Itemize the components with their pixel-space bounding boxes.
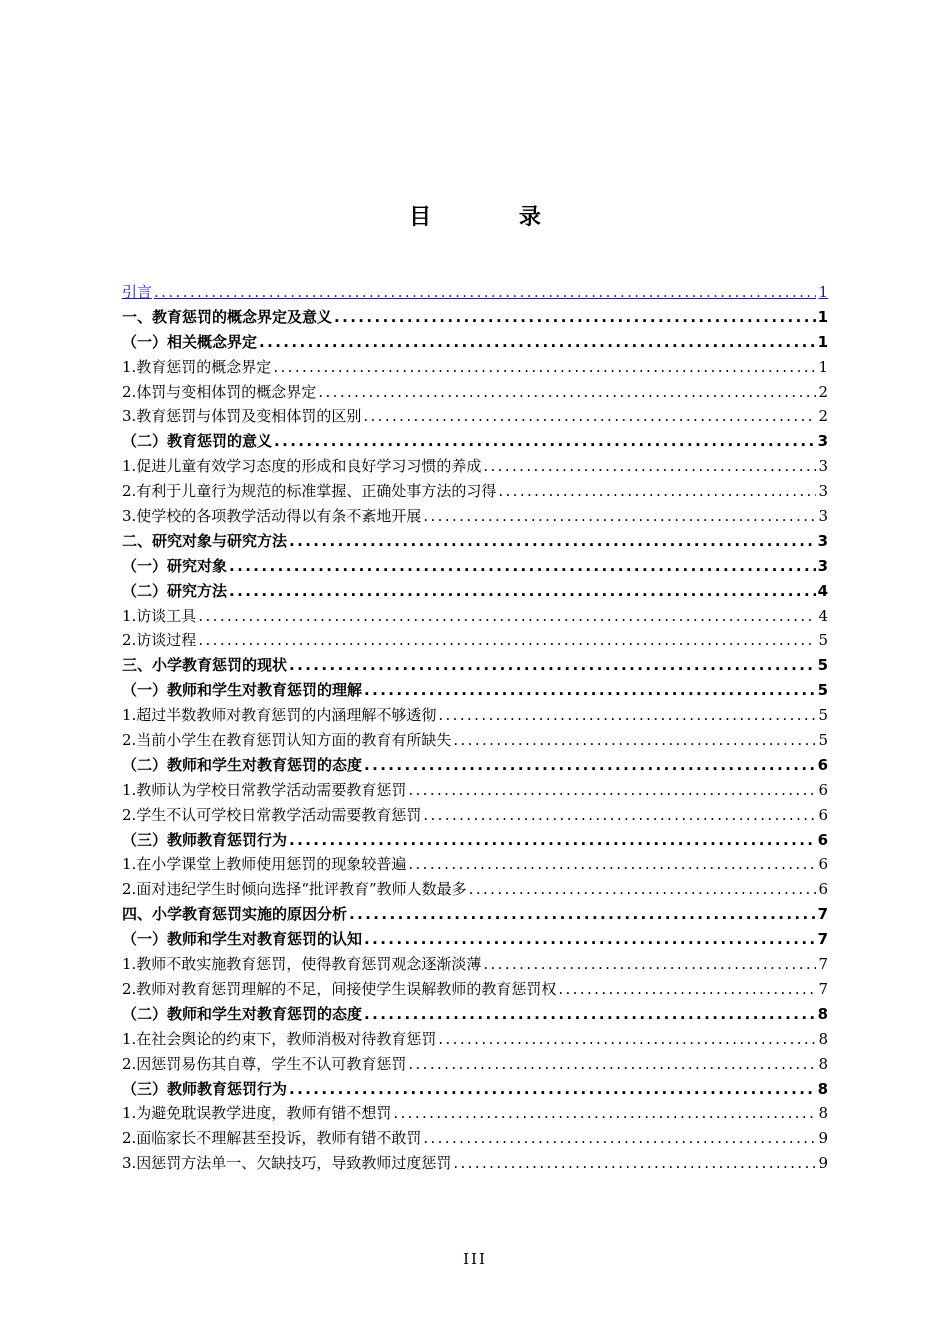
toc-entry-page-number: 7 xyxy=(817,905,828,924)
toc-entry xyxy=(122,703,828,728)
toc-dot-leader xyxy=(154,280,816,305)
toc-dot-leader xyxy=(334,305,816,330)
toc-entry xyxy=(122,1101,828,1126)
toc-entry-label: （三）教师教育惩罚行为 xyxy=(122,830,288,849)
toc-entry-page-number: 5 xyxy=(818,706,828,725)
toc-entry-page-number: 1 xyxy=(817,332,828,351)
toc-entry[interactable] xyxy=(122,280,828,305)
toc-entry-label: 1.教育惩罚的概念界定 xyxy=(122,357,272,376)
toc-dot-leader xyxy=(408,1052,816,1077)
toc-entry-page-number: 3 xyxy=(817,531,828,550)
toc-entry-page-number: 8 xyxy=(818,1029,828,1048)
toc-entry-label: 2.体罚与变相体罚的概念界定 xyxy=(122,382,317,401)
toc-entry-page-number: 1 xyxy=(817,307,828,326)
toc-entry xyxy=(122,653,828,678)
toc-dot-leader xyxy=(318,380,816,405)
toc-dot-leader xyxy=(558,977,816,1002)
toc-entry xyxy=(122,604,828,629)
toc-entry-page-number: 3 xyxy=(817,556,828,575)
toc-entry-label: 三、小学教育惩罚的现状 xyxy=(122,656,288,675)
toc-entry xyxy=(122,803,828,828)
toc-entry-page-number: 6 xyxy=(818,805,828,824)
toc-dot-leader xyxy=(438,703,816,728)
toc-entry-page-number: 3 xyxy=(818,457,828,476)
toc-entry xyxy=(122,355,828,380)
toc-entry-page-number: 2 xyxy=(818,382,828,401)
toc-entry-label: 1.促进儿童有效学习态度的形成和良好学习习惯的养成 xyxy=(122,457,482,476)
toc-entry-label: 2.因惩罚易伤其自尊，学生不认可教育惩罚 xyxy=(122,1054,407,1073)
toc-entry-page-number: 4 xyxy=(817,581,828,600)
toc-entry xyxy=(122,454,828,479)
toc-entry-label: 2.有利于儿童行为规范的标准掌握、正确处事方法的习得 xyxy=(122,482,497,501)
toc-entry-label: （二）教育惩罚的意义 xyxy=(122,432,273,451)
toc-dot-leader xyxy=(198,604,816,629)
toc-dot-leader xyxy=(423,803,816,828)
toc-entry xyxy=(122,628,828,653)
toc-entry-label: 1.为避免耽误教学进度，教师有错不想罚 xyxy=(122,1104,392,1123)
toc-dot-leader xyxy=(289,828,816,853)
toc-entry-page-number: 5 xyxy=(817,656,828,675)
toc-dot-leader xyxy=(483,952,816,977)
toc-entry xyxy=(122,778,828,803)
toc-entry-label: 2.面对违纪学生时倾向选择“批评教育”教师人数最多 xyxy=(122,880,467,899)
toc-dot-leader xyxy=(259,330,816,355)
toc-entry xyxy=(122,504,828,529)
toc-entry-label: 2.学生不认可学校日常教学活动需要教育惩罚 xyxy=(122,805,422,824)
toc-entry xyxy=(122,380,828,405)
toc-entry-page-number: 1 xyxy=(818,357,828,376)
toc-dot-leader xyxy=(364,1002,816,1027)
toc-entry xyxy=(122,529,828,554)
toc-entry-page-number: 6 xyxy=(817,830,828,849)
toc-entry-page-number: 2 xyxy=(818,407,828,426)
toc-entry-page-number: 5 xyxy=(817,681,828,700)
toc-entry-label: 3.使学校的各项教学活动得以有条不紊地开展 xyxy=(122,507,422,526)
toc-entry xyxy=(122,429,828,454)
toc-dot-leader xyxy=(364,753,816,778)
toc-dot-leader xyxy=(453,728,816,753)
toc-dot-leader xyxy=(364,927,816,952)
toc-entry-page-number: 5 xyxy=(818,731,828,750)
toc-dot-leader xyxy=(498,479,816,504)
toc-entry xyxy=(122,852,828,877)
toc-entry xyxy=(122,1077,828,1102)
toc-dot-leader xyxy=(423,1126,816,1151)
toc-dot-leader xyxy=(289,653,816,678)
toc-entry xyxy=(122,1052,828,1077)
toc-entry xyxy=(122,305,828,330)
toc-entry-label: 1.教师认为学校日常教学活动需要教育惩罚 xyxy=(122,780,407,799)
toc-entry xyxy=(122,479,828,504)
toc-entry-label: 一、教育惩罚的概念界定及意义 xyxy=(122,307,333,326)
toc-entry-page-number: 9 xyxy=(818,1154,828,1173)
toc-entry-page-number: 7 xyxy=(818,979,828,998)
toc-dot-leader xyxy=(289,1077,816,1102)
toc-entry-page-number: 8 xyxy=(817,1079,828,1098)
toc-dot-leader xyxy=(469,877,817,902)
toc-entry xyxy=(122,952,828,977)
toc-entry-page-number: 8 xyxy=(817,1004,828,1023)
toc-entry-label: 1.超过半数教师对教育惩罚的内涵理解不够透彻 xyxy=(122,706,437,725)
toc-entry-page-number: 3 xyxy=(817,432,828,451)
toc-dot-leader xyxy=(198,628,816,653)
toc-entry-page-number: 6 xyxy=(818,880,828,899)
toc-entry xyxy=(122,1126,828,1151)
toc-entry-page-number: 5 xyxy=(818,631,828,650)
toc-entry xyxy=(122,927,828,952)
toc-dot-leader xyxy=(453,1151,816,1176)
toc-entry-label: （二）教师和学生对教育惩罚的态度 xyxy=(122,755,363,774)
toc-dot-leader xyxy=(393,1101,816,1126)
toc-entry xyxy=(122,728,828,753)
toc-entry xyxy=(122,1027,828,1052)
toc-entry-label: （一）教师和学生对教育惩罚的理解 xyxy=(122,681,363,700)
toc-dot-leader xyxy=(229,579,816,604)
toc-dot-leader xyxy=(483,454,816,479)
toc-dot-leader xyxy=(408,852,816,877)
toc-entry-label: 2.面临家长不理解甚至投诉，教师有错不敢罚 xyxy=(122,1129,422,1148)
toc-entry-label: 四、小学教育惩罚实施的原因分析 xyxy=(122,905,348,924)
page-number-footer: III xyxy=(463,1250,487,1268)
toc-dot-leader xyxy=(349,902,816,927)
toc-entry-label: （一）研究对象 xyxy=(122,556,228,575)
toc-dot-leader xyxy=(289,529,816,554)
toc-entry-page-number: 7 xyxy=(818,955,828,974)
toc-entry xyxy=(122,753,828,778)
toc-entry xyxy=(122,1002,828,1027)
toc-entry-label: 二、研究对象与研究方法 xyxy=(122,531,288,550)
toc-entry-label: 1.在社会舆论的约束下，教师消极对待教育惩罚 xyxy=(122,1029,437,1048)
table-of-contents xyxy=(122,280,828,1176)
toc-entry-page-number: 7 xyxy=(817,930,828,949)
toc-entry-label: （二）教师和学生对教育惩罚的态度 xyxy=(122,1004,363,1023)
toc-entry-page-number: 9 xyxy=(818,1129,828,1148)
toc-entry-label: 2.教师对教育惩罚理解的不足，间接使学生误解教师的教育惩罚权 xyxy=(122,979,557,998)
toc-entry xyxy=(122,977,828,1002)
toc-entry xyxy=(122,554,828,579)
toc-title: 目 录 xyxy=(409,205,581,230)
toc-entry-page-number: 6 xyxy=(818,855,828,874)
toc-dot-leader xyxy=(273,355,816,380)
toc-entry-page-number: 3 xyxy=(818,482,828,501)
toc-entry xyxy=(122,877,828,902)
toc-entry-label: 3.因惩罚方法单一、欠缺技巧，导致教师过度惩罚 xyxy=(122,1154,452,1173)
toc-entry xyxy=(122,902,828,927)
toc-entry-page-number: 1 xyxy=(818,283,828,301)
toc-entry xyxy=(122,330,828,355)
toc-entry-label: （一）教师和学生对教育惩罚的认知 xyxy=(122,930,363,949)
toc-dot-leader xyxy=(274,429,816,454)
toc-entry xyxy=(122,579,828,604)
toc-entry-page-number: 4 xyxy=(818,606,828,625)
toc-entry-label: 1.教师不敢实施教育惩罚，使得教育惩罚观念逐渐淡薄 xyxy=(122,955,482,974)
toc-entry-label: 1.在小学课堂上教师使用惩罚的现象较普遍 xyxy=(122,855,407,874)
toc-entry-label: 2.访谈过程 xyxy=(122,631,197,650)
toc-entry-page-number: 6 xyxy=(818,780,828,799)
toc-entry xyxy=(122,404,828,429)
toc-dot-leader xyxy=(423,504,816,529)
toc-entry-page-number: 8 xyxy=(818,1054,828,1073)
toc-entry-label: （二）研究方法 xyxy=(122,581,228,600)
toc-entry-label: 引言 xyxy=(122,283,153,301)
toc-entry-page-number: 6 xyxy=(817,755,828,774)
toc-dot-leader xyxy=(438,1027,816,1052)
toc-entry-label: 1.访谈工具 xyxy=(122,606,197,625)
toc-entry-label: （一）相关概念界定 xyxy=(122,332,258,351)
toc-entry-page-number: 8 xyxy=(818,1104,828,1123)
toc-dot-leader xyxy=(229,554,816,579)
toc-entry-label: （三）教师教育惩罚行为 xyxy=(122,1079,288,1098)
toc-dot-leader xyxy=(408,778,816,803)
toc-entry xyxy=(122,828,828,853)
toc-dot-leader xyxy=(364,678,816,703)
toc-entry xyxy=(122,678,828,703)
toc-entry-label: 3.教育惩罚与体罚及变相体罚的区别 xyxy=(122,407,362,426)
toc-entry-label: 2.当前小学生在教育惩罚认知方面的教育有所缺失 xyxy=(122,731,452,750)
toc-dot-leader xyxy=(363,404,816,429)
toc-entry xyxy=(122,1151,828,1176)
toc-entry-page-number: 3 xyxy=(818,507,828,526)
